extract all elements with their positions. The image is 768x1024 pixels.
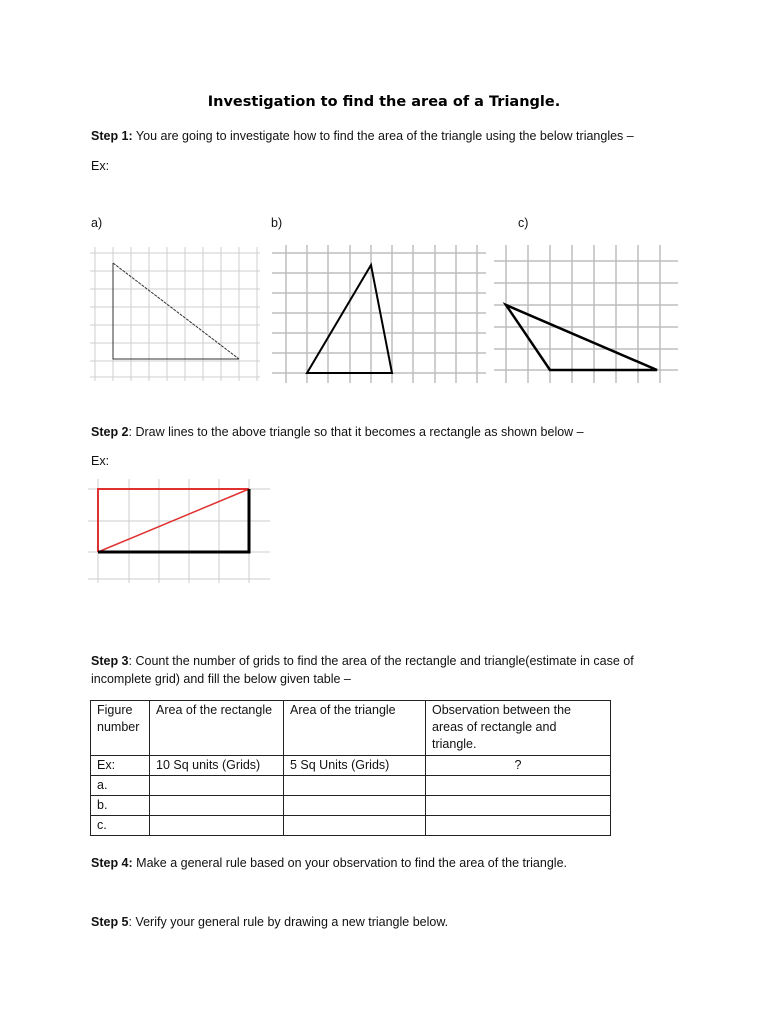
cell-tri-area[interactable] [284, 776, 426, 796]
cell-tri-area[interactable] [284, 816, 426, 836]
step-5 [91, 914, 448, 931]
step-1 [91, 128, 634, 145]
figure-c-grid [494, 245, 678, 383]
figure-a-triangle [90, 245, 260, 383]
example-grid [88, 479, 270, 583]
header-observation: Observation between the areas of rectangle and triangle. [426, 701, 611, 756]
cell-figure: b. [91, 796, 150, 816]
step-2-text: : Draw lines to the above triangle so that it becomes a rectangle as shown below – [128, 425, 584, 439]
step-2 [91, 424, 584, 441]
cell-rect-area: 10 Sq units (Grids) [150, 756, 284, 776]
example-rectangle-figure [88, 479, 270, 583]
observation-table [90, 700, 611, 836]
step-3-label: Step 3 [91, 654, 129, 668]
step-4 [91, 855, 567, 872]
step-1-text: You are going to investigate how to find the area of the triangle using the below triangles – [132, 129, 634, 143]
table-row [91, 796, 611, 816]
cell-rect-area[interactable] [150, 776, 284, 796]
cell-observation[interactable] [426, 816, 611, 836]
header-area-rectangle: Area of the rectangle [150, 701, 284, 756]
cell-figure: a. [91, 776, 150, 796]
step-2-label: Step 2 [91, 425, 129, 439]
figure-label-a: a) [91, 216, 103, 230]
cell-rect-area[interactable] [150, 816, 284, 836]
figure-c-triangle [494, 245, 678, 383]
cell-rect-area[interactable] [150, 796, 284, 816]
step-3-line-1 [91, 653, 634, 670]
table-header-row [91, 701, 611, 756]
cell-observation[interactable] [426, 796, 611, 816]
step-5-text: : Verify your general rule by drawing a new triangle below. [128, 915, 449, 929]
example-label-1: Ex: [91, 159, 110, 173]
header-area-triangle: Area of the triangle [284, 701, 426, 756]
cell-figure: c. [91, 816, 150, 836]
figure-a-grid [90, 247, 260, 381]
step-3-line-2: incomplete grid) and fill the below given table – [91, 672, 351, 686]
cell-figure: Ex: [91, 756, 150, 776]
table-row [91, 756, 611, 776]
figure-a-hypotenuse [113, 263, 239, 359]
step-1-label: Step 1: [91, 129, 133, 143]
figure-b-grid [272, 245, 486, 383]
table-row [91, 776, 611, 796]
cell-observation[interactable] [426, 776, 611, 796]
cell-observation: ? [426, 756, 611, 776]
figure-b-triangle [272, 245, 486, 383]
cell-tri-area: 5 Sq Units (Grids) [284, 756, 426, 776]
figure-label-c: c) [518, 216, 529, 230]
step-5-label: Step 5 [91, 915, 129, 929]
example-label-2: Ex: [91, 454, 110, 468]
cell-tri-area[interactable] [284, 796, 426, 816]
step-3-text: : Count the number of grids to find the area of the rectangle and triangle(estimate in case of [128, 654, 634, 668]
table-row [91, 816, 611, 836]
header-figure-number: Figure number [91, 701, 150, 756]
figure-label-b: b) [271, 216, 283, 230]
step-4-text: Make a general rule based on your observation to find the area of the triangle. [132, 856, 567, 870]
page-title: Investigation to find the area of a Triangle. [207, 94, 561, 110]
step-4-label: Step 4: [91, 856, 133, 870]
